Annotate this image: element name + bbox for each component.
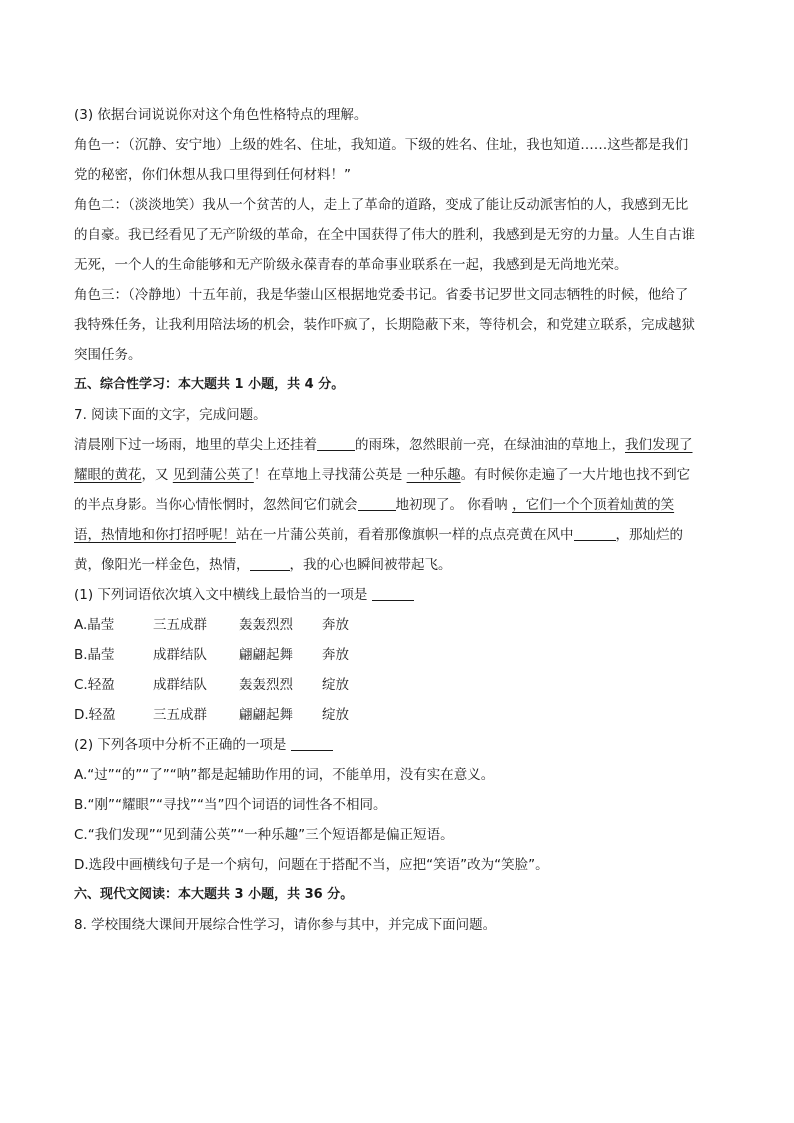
option-row[interactable] <box>74 670 724 700</box>
section-6-heading: 六、现代文阅读：本大题共 3 小题，共 36 分。 <box>74 887 354 902</box>
question-7-1-options <box>74 610 724 730</box>
answer-blank-7-1[interactable] <box>372 585 414 601</box>
question-8-title: 8. 学校围绕大课间开展综合性学习，请你参与其中，并完成下面问题。 <box>74 917 497 933</box>
underlined-phrase: 我们发现了 <box>625 437 693 453</box>
option-word: 成群结队 <box>153 647 207 663</box>
option-row[interactable] <box>74 700 724 730</box>
fill-blank-4[interactable] <box>250 555 290 571</box>
passage-text: 站在一片蒲公英前，看着那像旗帜一样的点点亮黄在风中 <box>236 527 574 543</box>
option-word: 成群结队 <box>153 677 207 693</box>
passage-text: 黄，像阳光一样金色，热情， <box>74 557 250 573</box>
option-word: 奔放 <box>322 617 349 633</box>
role3-line1: 角色三：（冷静地）十五年前，我是华蓥山区根据地党委书记。省委书记罗世文同志牺牲的时候，他给了 <box>74 287 689 303</box>
question-7-title: 7. 阅读下面的文字，完成问题。 <box>74 407 267 423</box>
role2-line1: 角色二：（淡淡地笑）我从一个贫苦的人，走上了革命的道路，变成了能让反动派害怕的人，我感到无比 <box>74 197 689 213</box>
role1-line2: 党的秘密，你们休想从我口里得到任何材料！” <box>74 167 351 183</box>
passage-text: 清晨刚下过一场雨，地里的草尖上还挂着 <box>74 437 317 453</box>
option-row[interactable] <box>74 610 724 640</box>
underlined-sentence: 语，热情地和你打招呼呢！ <box>74 527 236 543</box>
role3-line2: 我特殊任务，让我利用陪法场的机会，装作吓疯了，长期隐蔽下来，等待机会，和党建立联系，完成越狱 <box>74 317 695 333</box>
passage-line-5 <box>74 550 724 580</box>
option-label: B.晶莹 <box>74 647 115 663</box>
page-content <box>74 100 724 940</box>
underlined-phrase: 耀眼的黄花 <box>74 467 142 483</box>
option-label: A.晶莹 <box>74 617 115 633</box>
option-word: 轰轰烈烈 <box>239 677 293 693</box>
fill-blank-3[interactable] <box>574 525 616 541</box>
question-6-3-prompt: (3) 依据台词说说你对这个角色性格特点的理解。 <box>74 107 368 123</box>
passage-line-2 <box>74 460 724 490</box>
passage-text: ！在草地上寻找蒲公英是 <box>253 467 407 483</box>
option-word: 翩翩起舞 <box>239 647 293 663</box>
sub-question-text: (1) 下列词语依次填入文中横线上最恰当的一项是 <box>74 587 368 603</box>
passage-text: ，那灿烂的 <box>615 527 683 543</box>
role1-line1: 角色一：（沉静、安宁地）上级的姓名、住址，我知道。下级的姓名、住址，我也知道……这些都是我们 <box>74 137 689 153</box>
question-7-1-prompt <box>74 580 724 610</box>
role3-line3: 突围任务。 <box>74 347 142 363</box>
role2-line3: 无死，一个人的生命能够和无产阶级永葆青春的革命事业联系在一起，我感到是无尚地光荣。 <box>74 257 628 273</box>
passage-text: ，我的心也瞬间被带起飞。 <box>289 557 452 573</box>
option-word: 轰轰烈烈 <box>239 617 293 633</box>
option-label: C.轻盈 <box>74 677 115 693</box>
option-item[interactable]: B.“刚”“耀眼”“寻找”“当”四个词语的词性各不相同。 <box>74 797 387 813</box>
role2-line2: 的自豪。我已经看见了无产阶级的革命，在全中国获得了伟大的胜利，我感到是无穷的力量。人生自古谁 <box>74 227 695 243</box>
passage-text: 地初现了。 你看呐 <box>395 497 513 513</box>
option-word: 三五成群 <box>153 617 207 633</box>
option-row[interactable] <box>74 640 724 670</box>
passage-text: 。有时候你走遍了一大片地也找不到它 <box>460 467 691 483</box>
option-item[interactable]: D.选段中画横线句子是一个病句，问题在于搭配不当，应把“笑语”改为“笑脸”。 <box>74 857 549 873</box>
answer-blank-7-2[interactable] <box>291 735 333 751</box>
underlined-sentence: ，它们一个个顶着灿黄的笑 <box>512 497 675 513</box>
passage-text: ，又 <box>141 467 173 483</box>
underlined-phrase: 见到蒲公英了 <box>172 467 254 483</box>
passage-line-4 <box>74 520 724 550</box>
sub-question-text: (2) 下列各项中分析不正确的一项是 <box>74 737 287 753</box>
option-item[interactable]: C.“我们发现”“见到蒲公英”“一种乐趣”三个短语都是偏正短语。 <box>74 827 454 843</box>
fill-blank-1[interactable] <box>317 435 355 451</box>
option-word: 三五成群 <box>153 707 207 723</box>
option-word: 奔放 <box>322 647 349 663</box>
passage-line-1 <box>74 430 724 460</box>
fill-blank-2[interactable] <box>358 495 396 511</box>
question-7-2-options <box>74 760 724 880</box>
option-item[interactable]: A.“过”“的”“了”“呐”都是起辅助作用的词，不能单用，没有实在意义。 <box>74 767 495 783</box>
section-5-heading: 五、综合性学习：本大题共 1 小题，共 4 分。 <box>74 377 345 392</box>
option-word: 绽放 <box>322 677 349 693</box>
option-word: 绽放 <box>322 707 349 723</box>
passage-line-3 <box>74 490 724 520</box>
passage-text: 的雨珠，忽然眼前一亮，在绿油油的草地上， <box>355 437 625 453</box>
option-word: 翩翩起舞 <box>239 707 293 723</box>
question-7-2-prompt <box>74 730 724 760</box>
option-label: D.轻盈 <box>74 707 116 723</box>
passage-text: 的半点身影。当你心情怅惘时，忽然间它们就会 <box>74 497 358 513</box>
underlined-phrase: 一种乐趣 <box>406 467 461 483</box>
